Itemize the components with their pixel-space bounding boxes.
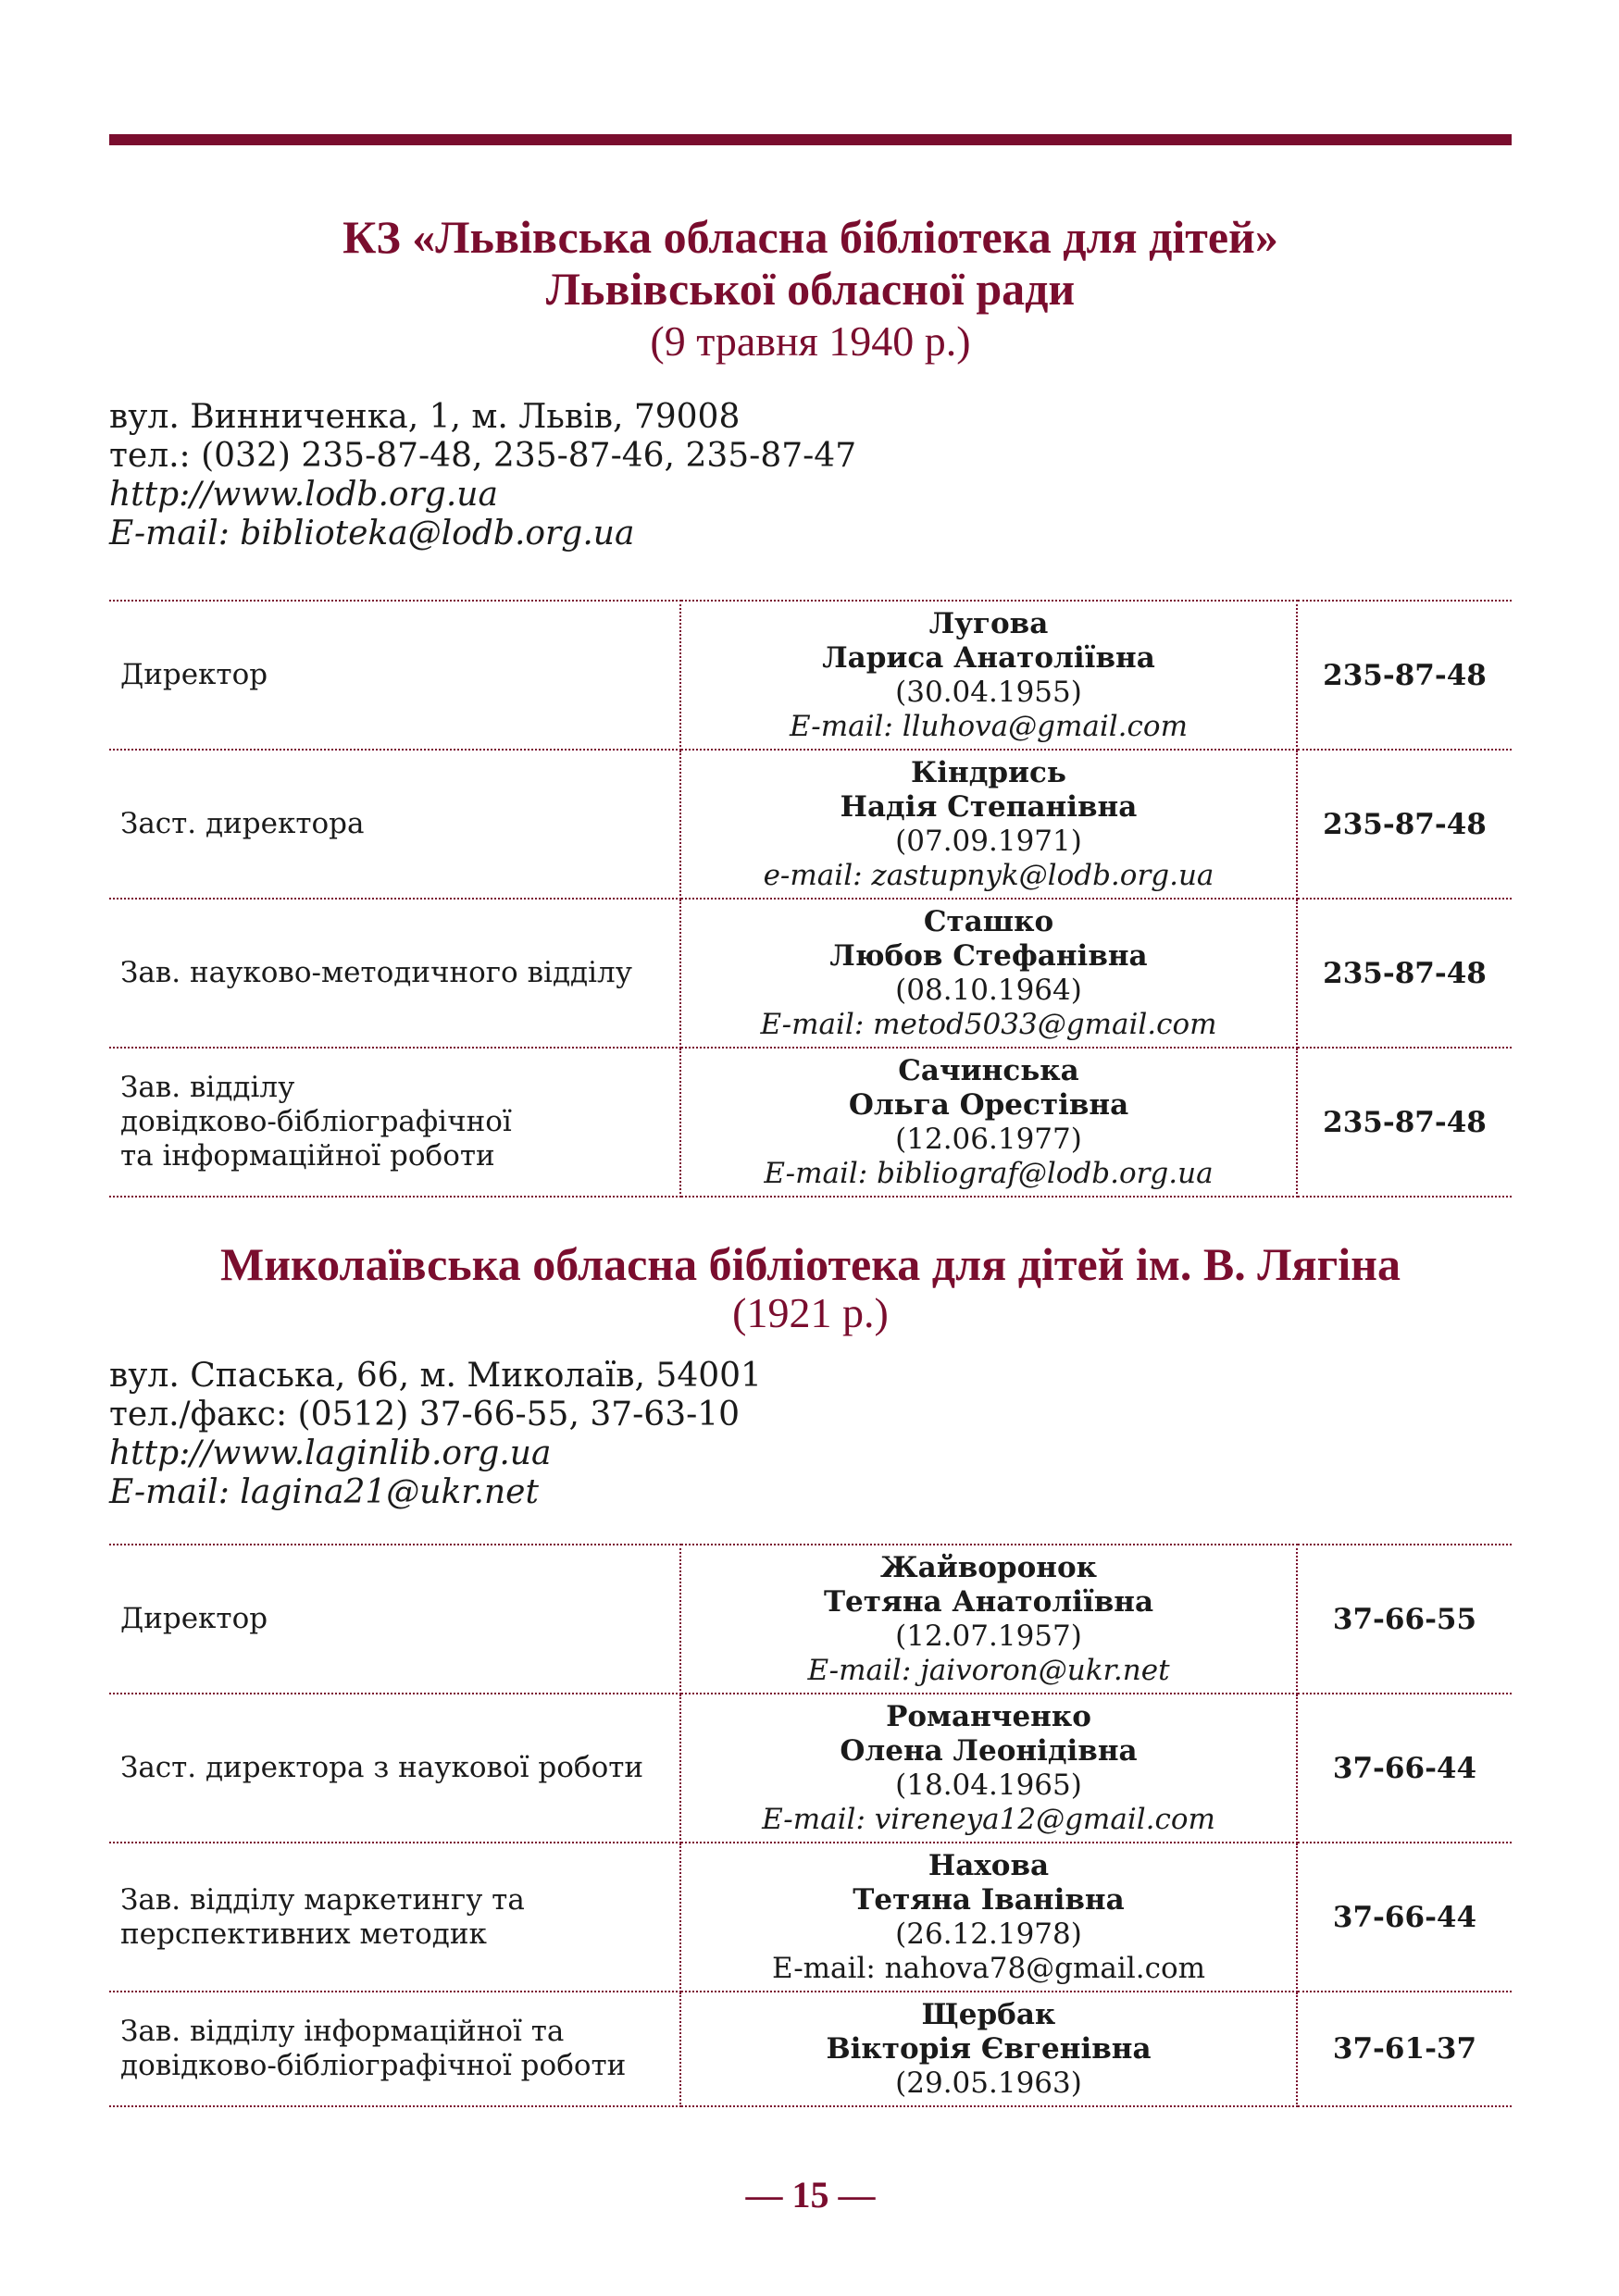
person-name: Любов Стефанівна xyxy=(829,938,1148,973)
section1-address: вул. Винниченка, 1, м. Львів, 79008 xyxy=(109,398,741,436)
section2-contacts xyxy=(109,1357,1512,1512)
person-birthdate: (26.12.1978) xyxy=(895,1917,1082,1951)
section1-staff-table xyxy=(109,600,1512,1198)
position-cell: Заст. директора xyxy=(109,750,680,899)
person-birthdate: (30.04.1955) xyxy=(895,675,1082,709)
table-row xyxy=(109,1545,1512,1694)
person-cell xyxy=(680,899,1297,1048)
person-email[interactable]: E-mail: metod5033@gmail.com xyxy=(760,1007,1217,1041)
table-row xyxy=(109,1992,1512,2106)
section2-date: (1921 р.) xyxy=(732,1289,889,1336)
table-row xyxy=(109,899,1512,1048)
person-email[interactable]: E-mail: vireneya12@gmail.com xyxy=(762,1802,1215,1836)
position-cell: Зав. відділу довідково-бібліографічної та інформаційної роботи xyxy=(109,1048,680,1197)
person-cell xyxy=(680,601,1297,750)
section1-email[interactable]: E-mail: biblioteka@lodb.org.ua xyxy=(109,515,635,552)
phone-cell: 37-61-37 xyxy=(1297,1992,1512,2106)
section1-title-line1: КЗ «Львівська обласна бібліотека для дітей» xyxy=(342,211,1278,263)
top-rule xyxy=(109,134,1512,145)
page-number: — 15 — xyxy=(745,2174,876,2215)
person-email[interactable]: e-mail: zastupnyk@lodb.org.ua xyxy=(763,858,1214,892)
section1-website[interactable]: http://www.lodb.org.ua xyxy=(109,476,498,514)
section1-title xyxy=(109,211,1512,315)
person-cell xyxy=(680,1048,1297,1197)
person-surname: Щербак xyxy=(921,1997,1056,2031)
person-cell xyxy=(680,1694,1297,1843)
person-surname: Романченко xyxy=(886,1699,1091,1733)
person-birthdate: (12.07.1957) xyxy=(895,1619,1082,1653)
section1-phone: тел.: (032) 235-87-48, 235-87-46, 235-87-47 xyxy=(109,437,857,475)
person-name: Тетяна Іванівна xyxy=(853,1882,1125,1917)
table-row xyxy=(109,1843,1512,1992)
table-row xyxy=(109,750,1512,899)
person-cell xyxy=(680,1545,1297,1694)
phone-cell: 235-87-48 xyxy=(1297,899,1512,1048)
person-cell xyxy=(680,1843,1297,1992)
table-row xyxy=(109,1048,1512,1197)
section2-phone: тел./факс: (0512) 37-66-55, 37-63-10 xyxy=(109,1396,741,1433)
person-email[interactable]: E-mail: nahova78@gmail.com xyxy=(771,1951,1206,1985)
phone-cell: 37-66-55 xyxy=(1297,1545,1512,1694)
person-surname: Кіндрись xyxy=(911,755,1066,789)
position-cell: Директор xyxy=(109,1545,680,1694)
person-name: Ольга Орестівна xyxy=(848,1087,1129,1122)
section2-email[interactable]: E-mail: lagina21@ukr.net xyxy=(109,1473,539,1511)
position-cell: Зав. відділу маркетингу та перспективних методик xyxy=(109,1843,680,1992)
section2-staff-table xyxy=(109,1544,1512,2107)
person-name: Олена Леонідівна xyxy=(840,1733,1138,1768)
person-birthdate: (29.05.1963) xyxy=(895,2066,1082,2100)
section2-address: вул. Спаська, 66, м. Миколаїв, 54001 xyxy=(109,1357,762,1395)
person-name: Вікторія Євгенівна xyxy=(826,2031,1152,2066)
phone-cell: 235-87-48 xyxy=(1297,1048,1512,1197)
person-cell xyxy=(680,1992,1297,2106)
section2-title: Миколаївська обласна бібліотека для дітей ім. В. Лягіна xyxy=(220,1238,1401,1290)
section1-contacts xyxy=(109,398,1512,553)
person-birthdate: (08.10.1964) xyxy=(895,973,1082,1007)
person-name: Лариса Анатоліївна xyxy=(822,640,1155,675)
person-email[interactable]: E-mail: lluhova@gmail.com xyxy=(790,709,1188,743)
phone-cell: 235-87-48 xyxy=(1297,750,1512,899)
person-name: Надія Степанівна xyxy=(840,789,1138,824)
position-cell: Зав. науково-методичного відділу xyxy=(109,899,680,1048)
phone-cell: 37-66-44 xyxy=(1297,1843,1512,1992)
position-cell: Зав. відділу інформаційної та довідково-бібліографічної роботи xyxy=(109,1992,680,2106)
phone-cell: 235-87-48 xyxy=(1297,601,1512,750)
person-email[interactable]: E-mail: bibliograf@lodb.org.ua xyxy=(764,1156,1214,1190)
person-birthdate: (07.09.1971) xyxy=(895,824,1082,858)
person-surname: Жайворонок xyxy=(879,1550,1098,1584)
person-surname: Лугова xyxy=(928,606,1049,640)
person-name: Тетяна Анатоліївна xyxy=(823,1584,1154,1619)
person-email[interactable]: E-mail: jaivoron@ukr.net xyxy=(807,1653,1170,1687)
person-birthdate: (18.04.1965) xyxy=(895,1768,1082,1802)
section1-date: (9 травня 1940 р.) xyxy=(650,317,971,365)
table-row xyxy=(109,1694,1512,1843)
section2-website[interactable]: http://www.laginlib.org.ua xyxy=(109,1434,552,1472)
person-birthdate: (12.06.1977) xyxy=(895,1122,1082,1156)
phone-cell: 37-66-44 xyxy=(1297,1694,1512,1843)
person-surname: Нахова xyxy=(928,1848,1050,1882)
section1-title-line2: Львівської обласної ради xyxy=(545,263,1076,315)
table-row xyxy=(109,601,1512,750)
position-cell: Заст. директора з наукової роботи xyxy=(109,1694,680,1843)
person-surname: Сачинська xyxy=(898,1053,1079,1087)
person-cell xyxy=(680,750,1297,899)
person-surname: Сташко xyxy=(923,904,1054,938)
position-cell: Директор xyxy=(109,601,680,750)
